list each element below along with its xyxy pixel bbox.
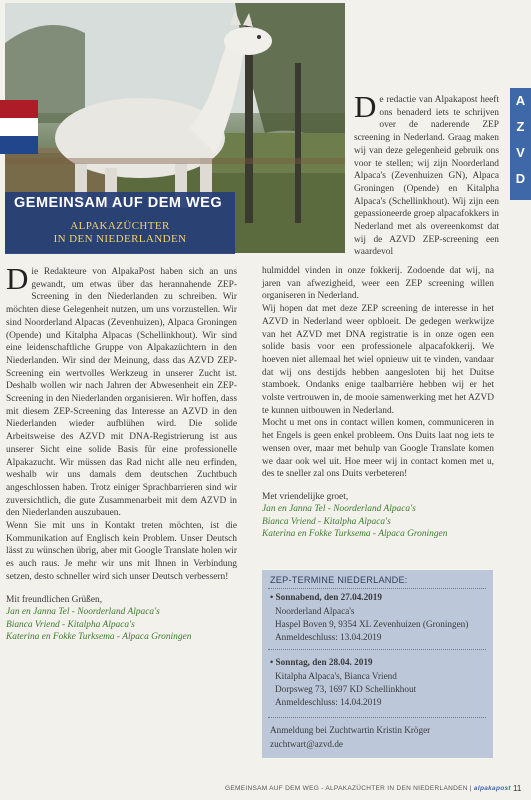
event1-host: Noorderland Alpaca's (275, 606, 355, 616)
dutch-signature-3: Katerina en Fokke Turksema - Alpaca Groningen (262, 529, 448, 540)
german-greeting: Mit freundlichen Grüßen, (6, 594, 103, 605)
dutch-intro (354, 89, 499, 259)
german-signature-1: Jan en Janna Tel - Noorderland Alpaca's (6, 607, 160, 618)
german-paragraph-1 (6, 261, 237, 520)
subtitle-line-2: IN DEN NIEDERLANDEN (53, 233, 187, 245)
termine-title: ZEP-TERMINE NIEDERLANDE: (270, 575, 408, 585)
tab-letter: D (515, 171, 526, 186)
event1-deadline: Anmeldeschluss: 13.04.2019 (275, 632, 382, 642)
dutch-column (262, 265, 494, 541)
dutch-signature-1: Jan en Janna Tel - Noorderland Alpaca's (262, 504, 416, 515)
footer-magazine-name: alpakapost (473, 785, 511, 792)
german-column (6, 261, 237, 644)
running-footer (225, 785, 511, 792)
dutch-greeting: Met vriendelijke groet, (262, 491, 349, 502)
netherlands-flag (0, 100, 38, 154)
german-p1-text: ie Redakteure von AlpakaPost haben sich an uns gewandt, um etwas über das herannahende ZEP-Screening in den Niederlanden zu schreiben. Wir möchten diese Gelegenheit nutzen, um uns vorzustellen. Wir sind Noorderland Alpacas (Zevenhuizen), Alpaca Groningen (Opende) und Kitalpha Alpacas (Schellinkhout). Wir sind eine leidenschaftliche Gruppe von Alpakazüchtern in den Niederlanden. Wir sind der Meinung, dass das AZVD ZEP-Screening ein wertvolles Werkzeug in unserer Zucht ist. Deshalb wollen wir nach Jahren der Abwesenheit ein ZEP-Screening in den Niederlanden organisieren. Wir hoffen, dass mit diesem ZEP-Screening das Interesse an AZVD in den Niederlanden wieder aufblühen wird. Die solide Arbeitsweise des AZVD mit DNA-Registrierung ist aus unserer Sicht eine solide Basis für eine professionelle Alpakazucht. Wir müssen das Rad nicht alle neu erfinden, weshalb wir uns damals dem deutschen Zuchtbuch angeschlossen haben. Trotz einiger Sprachbarrieren sind wir zuversichtlich, die gute Zusammenarbeit mit dem AZVD in den Niederlanden auszubauen. (6, 267, 237, 519)
dutch-paragraph-2: Wij hopen dat met deze ZEP screening de interesse in het AZVD in Nederland weer opbloeit. De gedegen werkwijze van het AZVD met DNA registratie is in onze ogen een solide basis voor een professionele alpacafokkerij. We hoeven niet allemaal het wiel opnieuw uit te vinden, vandaar dat wij ons destijds hebben aangesloten bij het Duitse stamboek. Ondanks enige taalbarrière hebben wij er het volste vertrouwen in, de mooie samenwerking met het AZVD te kunnen uitbouwen in Nederland. (262, 304, 494, 416)
azvd-side-tab (510, 88, 531, 200)
dutch-paragraph-3: Mocht u met ons in contact willen komen, communiceren in het Engels is geen enkel probleem. Ons Duits laat nog iets te wensen over, maar met behulp van Google Translate komen we daar ook wel uit. Hoe meer wij in contact komen met u, des te sneller zal ons Duits verbeteren! (262, 418, 494, 480)
termine-email[interactable]: zuchtwart@azvd.de (270, 739, 343, 749)
article-title: GEMEINSAM AUF DEM WEG (14, 195, 223, 211)
dutch-intro-text: e redactie van Alpakapost heeft ons benaderd iets te schrijven over de naderende ZEP screening in Nederland. Graag maken wij van deze gelegenheid gebruik ons voor te stellen; wij zijn Noorderland Alpaca's (Zevenhuizen GN), Alpaca Groningen (Opende) en Kitalpha Alpaca's (Schellinkhout). Wij zijn een gepassioneerde groep alpacafokkers in Nederland met als overeenkomst dat wij de AZVD ZEP-screening een waardevol (354, 95, 499, 258)
dutch-intro-continued: hulmiddel vinden in onze fokkerij. Zodoende dat wij, na jaren van afwezigheid, weer een ZEP screening willen organiseren in Nederland. (262, 266, 494, 302)
german-signature-3: Katerina en Fokke Turksema - Alpaca Groningen (6, 632, 192, 643)
subtitle-line-1: ALPAKAZÜCHTER (70, 220, 170, 232)
event2-host: Kitalpha Alpaca's, Bianca Vriend (275, 671, 397, 681)
divider (268, 717, 486, 718)
german-signature-2: Bianca Vriend - Kitalpha Alpaca's (6, 619, 135, 630)
dutch-signature-2: Bianca Vriend - Kitalpha Alpaca's (262, 516, 391, 527)
divider (268, 588, 486, 589)
tab-letter: V (516, 145, 525, 160)
divider (268, 649, 486, 650)
article-subtitle (5, 220, 235, 246)
dutch-dropcap: D (354, 89, 377, 124)
page-number: 11 (513, 784, 522, 793)
event2-deadline: Anmeldeschluss: 14.04.2019 (275, 697, 382, 707)
tab-letter: Z (516, 119, 525, 134)
footer-running-title: GEMEINSAM AUF DEM WEG - ALPAKAZÜCHTER IN DEN NIEDERLANDEN | (225, 785, 472, 792)
german-dropcap: D (6, 261, 29, 296)
event2-address: Dorpsweg 73, 1697 KD Schellinkhout (275, 684, 417, 694)
german-paragraph-2: Wenn Sie mit uns in Kontakt treten möchten, ist die Kommunikation auf Englisch kein Problem. Unser Deutsch lässt zu wünschen übrig, aber mit Google Translate holen wir es auch raus. Je mehr wir uns mit Ihnen in Verbindung setzen, desto schneller wird sich unser Deutsch verbessern! (6, 521, 237, 582)
tab-letter: A (515, 93, 526, 108)
event1-address: Haspel Boven 9, 9354 XL Zevenhuizen (Groningen) (275, 619, 469, 629)
event1-date: • Sonnabend, den 27.04.2019 (270, 592, 382, 602)
termine-contact: Anmeldung bei Zuchtwartin Kristin Kröger (270, 725, 431, 735)
event2-date: • Sonntag, den 28.04. 2019 (270, 657, 373, 667)
